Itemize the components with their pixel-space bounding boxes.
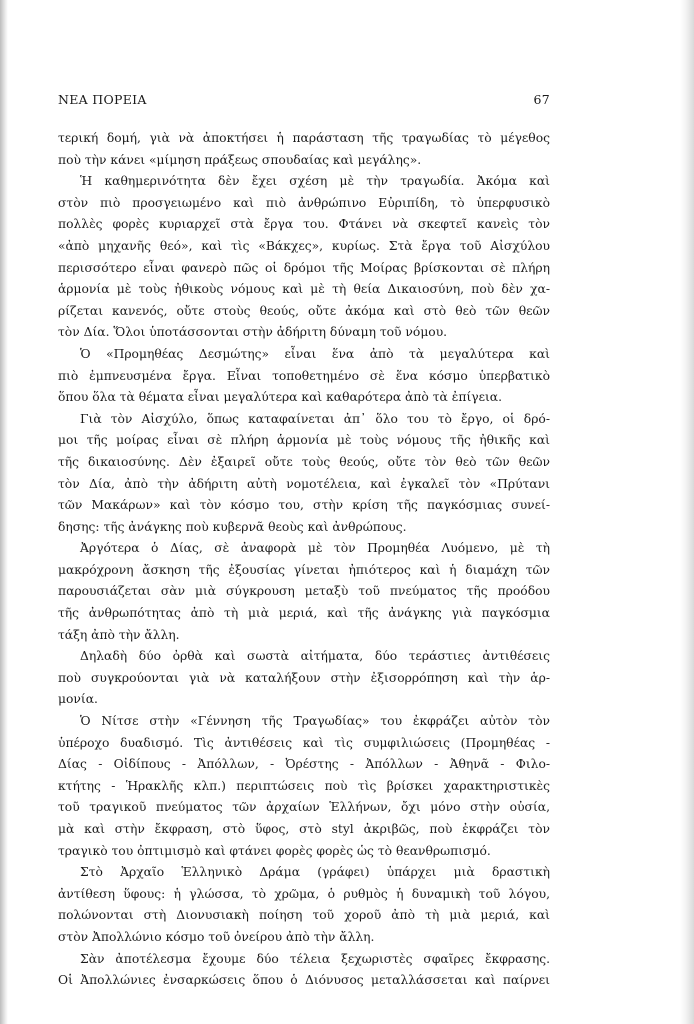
text-line: ἁρμονία μὲ τοὺς ἠθικοὺς νόμους καὶ μὲ τὴ θεία Δικαιοσύνη, ποὺ δὲν χα- (58, 282, 550, 297)
scan-shadow-left (0, 0, 8, 1024)
text-line: Ὁ Νίτσε στὴν «Γέννηση τῆς Τραγωδίας» του ἐκφράζει αὐτὸν τὸν (80, 714, 550, 729)
text-line: παρουσιάζεται σὰν μιὰ σύγκρουση μεταξὺ τοῦ πνεύματος τῆς προόδου (58, 584, 550, 599)
text-line: στὸν πιὸ προσγειωμένο καὶ πιὸ ἀνθρώπινο Εὐριπίδη, τὸ ὑπερφυσικὸ (58, 195, 550, 210)
text-line: «ἀπὸ μηχανῆς θεό», καὶ τὶς «Βάκχες», κυρίως. Στὰ ἔργα τοῦ Αἰσχύλου (58, 238, 550, 253)
text-line: μακρόχρονη ἄσκηση τῆς ἐξουσίας γίνεται ἠπιότερος καὶ ἡ διαμάχη τῶν (58, 562, 550, 577)
text-line: Οἱ Ἀπολλώνιες ἐνσαρκώσεις ὅπου ὁ Διόνυσος μεταλλάσσεται καὶ παίρνει (58, 973, 550, 988)
text-line: μοι τῆς μοίρας εἶναι σὲ πλήρη ἁρμονία μὲ τοὺς νόμους τῆς ἠθικῆς καὶ (58, 433, 550, 448)
text-line: Σὰν ἀποτέλεσμα ἔχουμε δύο τέλεια ξεχωριστὲς σφαῖρες ἔκφρασης. (80, 951, 550, 966)
text-line: τοῦ τραγικοῦ πνεύματος τῶν ἀρχαίων Ἑλλήνων, ὄχι μόνο στὴν οὐσία, (58, 800, 550, 815)
text-line: ποὺ τὴν κάνει «μίμηση πράξεως σπουδαίας καὶ μεγάλης». (58, 152, 422, 167)
text-line: δησης: τῆς ἀνάγκης ποὺ κυβερνᾶ θεοὺς καὶ ἀνθρώπους. (58, 519, 407, 534)
text-line: ὅπου ὅλα τὰ θέματα εἶναι μεγαλύτερα καὶ καθαρότερα ἀπὸ τὰ ἐπίγεια. (58, 390, 503, 405)
text-line: μὰ καὶ στὴν ἔκφραση, στὸ ὕφος, στὸ styl ἀκριβῶς, ποὺ ἐκφράζει τὸν (58, 822, 550, 836)
text-line: τὸν Δία, ἀπὸ τὴν ἀδήριτη αὐτὴ νομοτέλεια, καὶ ἐγκαλεῖ τὸν «Πρύτανι (58, 476, 550, 491)
text-line: Δηλαδὴ δύο ὀρθὰ καὶ σωστὰ αἰτήματα, δύο τεράστιες ἀντιθέσεις (80, 649, 550, 664)
text-line: περισσότερο εἶναι φανερὸ πῶς οἱ δρόμοι τῆς Μοίρας βρίσκονται σὲ πλήρη (58, 260, 550, 275)
text-line: τῶν Μακάρων» καὶ τὸν κόσμο του, στὴν κρίση τῆς παγκόσμιας συνεί- (58, 498, 550, 513)
text-line: πολλὲς φορὲς κυριαρχεῖ στὰ ἔργα του. Φτάνει νὰ σκεφτεῖ κανεὶς τὸν (58, 217, 550, 232)
text-line: Ὁ «Προμηθέας Δεσμώτης» εἶναι ἕνα ἀπὸ τὰ μεγαλύτερα καὶ (80, 346, 550, 361)
text-line: Ἡ καθημερινότητα δὲν ἔχει σχέση μὲ τὴν τραγωδία. Ἀκόμα καὶ (80, 174, 550, 189)
text-line: Γιὰ τὸν Αἰσχύλο, ὅπως καταφαίνεται ἀπ᾽ ὅλο του τὸ ἔργο, οἱ δρό- (80, 411, 550, 426)
text-line: κτήτης - Ἡρακλῆς κλπ.) περιπτώσεις ποὺ τὶς βρίσκει χαρακτηριστικὲς (58, 778, 550, 793)
text-line: τὸν Δία. Ὅλοι ὑποτάσσονται στὴν ἀδήριτη δύναμη τοῦ νόμου. (58, 325, 448, 340)
text-line: ποὺ συγκρούονται γιὰ νὰ καταλήξουν στὴν ἐξισορρόπηση καὶ τὴν ἁρ- (58, 670, 550, 685)
text-line: Ἀργότερα ὁ Δίας, σὲ ἀναφορὰ μὲ τὸν Προμηθέα Λυόμενο, μὲ τὴ (80, 541, 550, 556)
text-line: τάξη ἀπὸ τὴν ἄλλη. (58, 627, 180, 642)
text-line: πιὸ ἐμπνευσμένα ἔργα. Εἶναι τοποθετημένο σὲ ἕνα κόσμο ὑπερβατικὸ (58, 368, 550, 383)
text-line: πολώνονται στὴ Διονυσιακὴ ποίηση τοῦ χοροῦ ἀπὸ τὴ μιὰ μεριά, καὶ (58, 908, 550, 923)
text-line: τραγικὸ του ὀπτιμισμὸ καὶ φτάνει φορὲς φορὲς ὡς τὸ θεανθρωπισμό. (58, 843, 491, 858)
body-text (58, 128, 550, 992)
text-line: μονία. (58, 692, 98, 707)
text-line: τῆς ἀνθρωπότητας ἀπὸ τὴ μιὰ μεριά, καὶ τῆς ἀνάγκης γιὰ παγκόσμια (58, 606, 550, 621)
text-line: ὑπέροχο δυαδισμό. Τὶς ἀντιθέσεις καὶ τὶς συμφιλιώσεις (Προμηθέας - (58, 735, 550, 750)
text-line: στὸν Ἀπολλώνιο κόσμο τοῦ ὀνείρου ἀπὸ τὴν ἄλλη. (58, 929, 375, 944)
scan-shadow-right (680, 0, 694, 1024)
running-header (58, 92, 550, 112)
text-line: Δίας - Οἰδίπους - Ἀπόλλων, - Ὀρέστης - Ἀπόλλων - Ἀθηνᾶ - Φιλο- (58, 757, 550, 772)
journal-title: ΝΕΑ ΠΟΡΕΙΑ (58, 92, 147, 107)
text-line: ἀντίθεση ὕφους: ἡ γλώσσα, τὸ χρῶμα, ὁ ρυθμὸς ἡ δυναμικὴ τοῦ λόγου, (58, 886, 550, 901)
text-line: τῆς δικαιοσύνης. Δὲν ἐξαιρεῖ οὔτε τοὺς θεούς, οὔτε τὸν θεὸ τῶν θεῶν (58, 454, 550, 469)
text-line: τερική δομή, γιὰ νὰ ἀποκτήσει ἡ παράσταση τῆς τραγωδίας τὸ μέγεθος (58, 131, 550, 145)
page-number: 67 (533, 92, 550, 107)
text-line: ρίζεται κανενός, οὔτε στοὺς θεούς, οὔτε ἀκόμα καὶ στὸ θεὸ τῶν θεῶν (58, 303, 550, 318)
text-line: Στὸ Ἀρχαῖο Ἑλληνικὸ Δράμα (γράφει) ὑπάρχει μιὰ δραστικὴ (80, 865, 550, 880)
